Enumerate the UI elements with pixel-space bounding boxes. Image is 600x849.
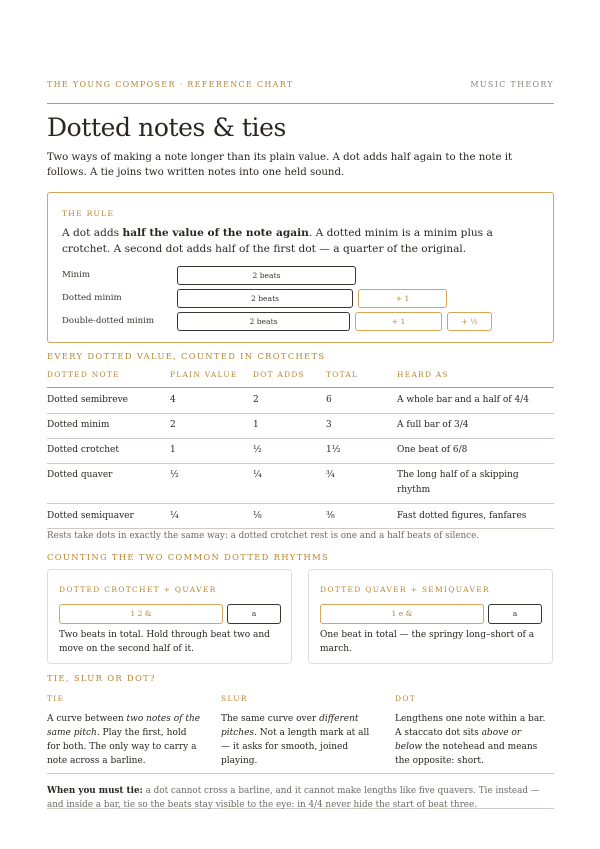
slur-column <box>221 694 376 768</box>
table-cell: One beat of 6/8 <box>397 445 468 455</box>
table-cell: Dotted semiquaver <box>47 511 134 521</box>
table-cell: The long half of a skipping rhythm <box>397 470 519 495</box>
header-cell: DOTTED NOTE <box>47 370 120 379</box>
bar-label: Minim <box>62 270 90 280</box>
tie-column <box>47 694 202 768</box>
beat-block: 2 beats <box>177 289 353 308</box>
table-cell: A whole bar and a half of 4/4 <box>397 395 529 405</box>
rule-emphasis: half the value of the note again <box>122 227 309 239</box>
bar-double-dotted-minim <box>62 312 542 330</box>
table-cell: Dotted quaver <box>47 470 113 480</box>
table-cell: 1 <box>170 445 176 455</box>
table-cell: Dotted crotchet <box>47 445 119 455</box>
table-cell: ⅜ <box>326 511 335 521</box>
header-subject: MUSIC THEORY <box>470 80 554 89</box>
rule-label: THE RULE <box>62 209 115 218</box>
table-title: EVERY DOTTED VALUE, COUNTED IN CROTCHETS <box>47 351 326 361</box>
page-header <box>47 80 554 104</box>
table-row <box>47 388 554 414</box>
column-text: The same curve over different pitches. Not a length mark at all — it asks for smooth, joined playing. <box>221 714 370 766</box>
footer-lead: When you must tie: <box>47 786 143 796</box>
table-cell: Fast dotted figures, fanfares <box>397 511 527 521</box>
dot-addition-block: + 1 <box>355 312 442 331</box>
table-row <box>47 414 554 439</box>
table-cell: ⅛ <box>253 511 262 521</box>
table-cell: ½ <box>170 470 179 480</box>
column-text: Lengthens one note within a bar. A staccato dot sits above or below the notehead and means the opposite: short. <box>395 714 546 766</box>
short-note-block: a <box>488 604 542 624</box>
bar-label: Double-dotted minim <box>62 316 155 326</box>
table-row <box>47 464 554 504</box>
table-cell: ¼ <box>253 470 262 480</box>
rule-panel <box>47 192 554 343</box>
bar-dotted-minim <box>62 289 542 307</box>
table-row <box>47 504 554 529</box>
table-cell: 2 <box>170 420 176 430</box>
table-cell: 4 <box>170 395 176 405</box>
page-title: Dotted notes & ties <box>47 113 286 142</box>
rhythm-card-crotchet-quaver <box>47 569 292 664</box>
table-header <box>47 368 554 388</box>
table-cell: ¼ <box>170 511 179 521</box>
table-cell: Dotted semibreve <box>47 395 128 405</box>
table-cell: A full bar of 3/4 <box>397 420 469 430</box>
table-cell: 2 <box>253 395 259 405</box>
card-text: One beat in total — the springy long–short of a march. <box>320 630 535 654</box>
header-cell: DOT ADDS <box>253 370 305 379</box>
header-cell: HEARD AS <box>397 370 449 379</box>
rests-note: Rests take dots in exactly the same way: a dotted crotchet rest is one and a half beats of silence. <box>47 531 480 541</box>
short-note-block: a <box>227 604 281 624</box>
table-cell: ¾ <box>326 470 335 480</box>
header-cell: TOTAL <box>326 370 359 379</box>
table-cell: 6 <box>326 395 332 405</box>
rule-text: A dot adds half the value of the note again. A dotted minim is a minim plus a crotchet. A second dot adds half of the first dot — a quarter of the original. <box>62 227 493 255</box>
rhythms-title: COUNTING THE TWO COMMON DOTTED RHYTHMS <box>47 552 330 562</box>
header-cell: PLAIN VALUE <box>170 370 238 379</box>
table-cell: 1 <box>253 420 259 430</box>
card-label: DOTTED CROTCHET + QUAVER <box>59 585 217 594</box>
table-cell: 1½ <box>326 445 341 455</box>
beat-block: 2 beats <box>177 312 350 331</box>
intro-paragraph: Two ways of making a note longer than its plain value. A dot adds half again to the note it follows. A tie joins two written notes into one held sound. <box>47 152 513 178</box>
rhythm-card-quaver-semiquaver <box>308 569 553 664</box>
table-cell: Dotted minim <box>47 420 110 430</box>
compare-title: TIE, SLUR OR DOT? <box>47 673 156 683</box>
table-row <box>47 439 554 464</box>
dot-column <box>395 694 550 768</box>
bar-minim <box>62 266 542 284</box>
column-text: A curve between two notes of the same pitch. Play the first, hold for both. The only way to carry a note across a barline. <box>47 714 201 766</box>
column-label: SLUR <box>221 694 248 703</box>
long-note-block: 1 2 & <box>59 604 223 624</box>
long-note-block: 1 e & <box>320 604 484 624</box>
second-dot-block: + ½ <box>447 312 492 331</box>
column-label: DOT <box>395 694 417 703</box>
card-label: DOTTED QUAVER + SEMIQUAVER <box>320 585 490 594</box>
column-label: TIE <box>47 694 65 703</box>
bar-label: Dotted minim <box>62 293 122 303</box>
footer-note: When you must tie: a dot cannot cross a barline, and it cannot make lengths like five quavers. Tie instead — and inside a bar, tie so the beats stay visible to the eye: in 4/4 never hide the start of beat three. <box>47 773 554 809</box>
table-cell: ½ <box>253 445 262 455</box>
dot-addition-block: + 1 <box>358 289 447 308</box>
beat-block: 2 beats <box>177 266 356 285</box>
card-text: Two beats in total. Hold through beat two and move on the second half of it. <box>59 630 270 654</box>
table-cell: 3 <box>326 420 332 430</box>
header-series: THE YOUNG COMPOSER · REFERENCE CHART <box>47 80 294 89</box>
